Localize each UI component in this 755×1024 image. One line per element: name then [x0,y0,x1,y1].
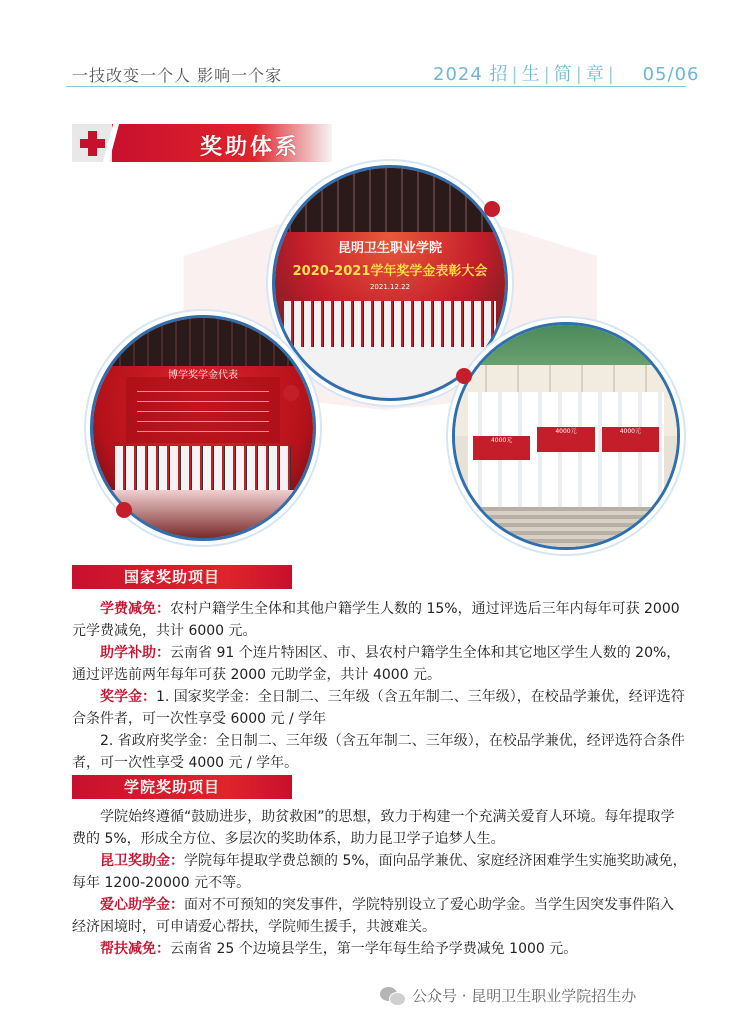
ceremony-school-name: 昆明卫生职业学院 [337,241,442,256]
section-heading-college: 学院奖助项目 [72,775,292,799]
paragraph [72,806,687,850]
paragraph [72,850,687,894]
paragraph-text: 学院每年提取学费总额的 5%，面向品学兼优、家庭经济困难学生实施奖助减免，每年 1200-20000 元不等。 [72,853,687,891]
paragraph-label: 爱心助学金： [100,897,184,913]
paragraph-text: 2. 省政府奖学金：全日制二、三年级（含五年制二、三年级），在校品学兼优，经评选符合条件者，可一次性享受 4000 元 / 学年。 [72,733,685,771]
section-national-body [72,598,687,774]
separator: | [543,64,551,85]
watermark [380,985,636,1006]
page-number: 05/06 [642,64,700,85]
section-heading-national: 国家奖助项目 [72,565,292,589]
header-year: 2024 [433,64,483,85]
stage-lights [275,168,505,232]
board-name-list [137,386,269,439]
certificate-board: 4000元 [602,427,660,451]
page-title: 奖助体系 [200,135,301,160]
decorative-dot [456,368,472,384]
paragraph-label: 奖学金： [100,689,156,705]
board-title: 博学奖学金代表 [168,370,238,382]
header-slogan: 一技改变一个人 影响一个家 [72,66,283,85]
paragraph [72,938,687,960]
decorative-dot [484,201,500,217]
paragraph-label: 助学补助： [100,645,170,661]
paragraph-label: 昆卫奖助金： [100,853,184,869]
paragraph-text: 云南省 91 个连片特困区、市、县农村户籍学生全体和其它地区学生人数的 20%，通过评选前两年每年可获 2000 元助学金，共计 4000 元。 [72,645,681,683]
separator: | [575,64,583,85]
paragraph-text: 学院始终遵循“鼓励进步，助贫救困”的思想，致力于构建一个充满关爱育人环境。每年提取学费的 5%，形成全方位、多层次的奖助体系，助力昆卫学子追梦人生。 [72,809,675,847]
ceremony-date: 2021.12.22 [369,283,411,291]
representatives-group [115,446,291,490]
paragraph-text: 云南省 25 个边境县学生，第一学年每生给予学费减免 1000 元。 [170,941,578,957]
section-college-body [72,806,687,960]
separator: | [607,64,615,85]
header-char-1: 招 [489,64,509,85]
header-divider [66,86,686,87]
certificate-board: 4000元 [537,427,595,451]
header-brochure-title [433,60,699,86]
header-char-4: 章 [585,64,605,85]
certificate-board: 4000元 [473,436,531,460]
wechat-icon [380,986,406,1006]
photo-certificate-recipients [452,322,680,550]
watermark-text: 公众号 · 昆明卫生职业学院招生办 [412,987,637,1005]
header-char-3: 简 [553,64,573,85]
paragraph [72,686,687,730]
paragraph [72,598,687,642]
decorative-dot [283,385,299,401]
paragraph-label: 学费减免： [100,601,170,617]
separator: | [511,64,519,85]
paragraph [72,894,687,938]
decorative-dot [116,502,132,518]
paragraph-text: 农村户籍学生全体和其他户籍学生人数的 15%，通过评选后三年内每年可获 2000 元学费减免，共计 6000 元。 [72,601,680,639]
paragraph-label: 帮扶减免： [100,941,170,957]
paragraph [72,642,687,686]
paragraph [72,730,687,774]
header-char-2: 生 [521,64,541,85]
paragraph-text: 面对不可预知的突发事件，学院特别设立了爱心助学金。当学生因突发事件陷入经济困境时，可申请爱心帮扶，学院师生援手，共渡难关。 [72,897,674,935]
paragraph-text: 1. 国家奖学金：全日制二、三年级（含五年制二、三年级），在校品学兼优，经评选符合条件者，可一次性享受 6000 元 / 学年 [72,689,685,727]
ceremony-title: 2020-2021学年奖学金表彰大会 [292,264,488,279]
